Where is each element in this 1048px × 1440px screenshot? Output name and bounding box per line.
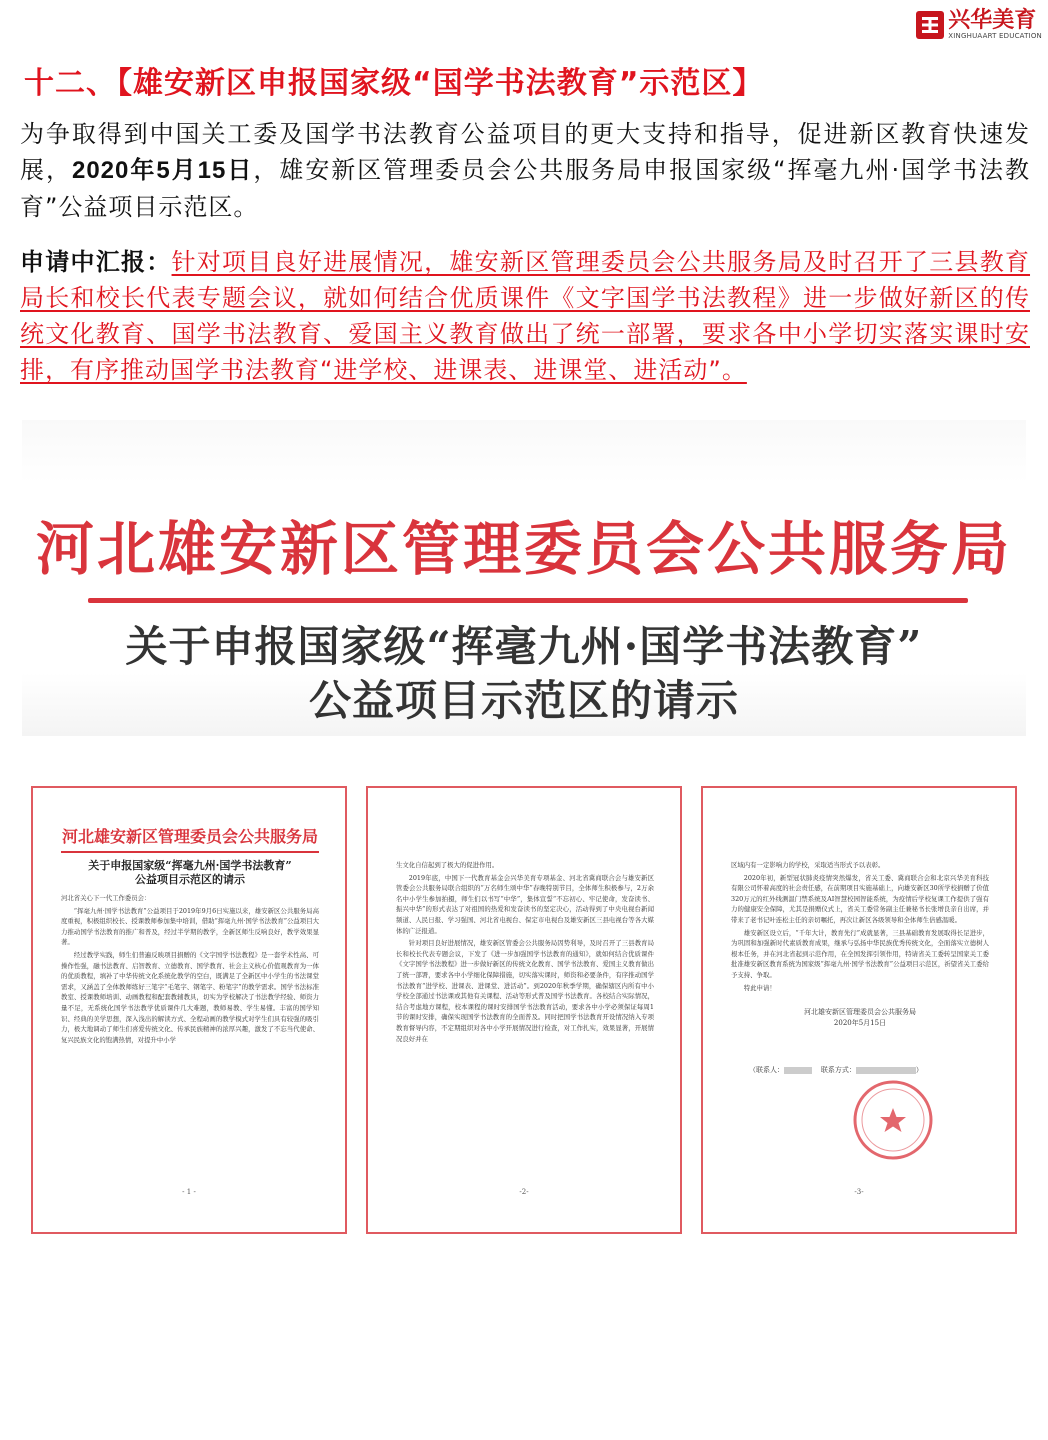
page3-para2: 雄安新区设立后，“千年大计，教育先行”成就显著，三县基础教育发展取得长足进步，为巩固和加强新时代素质教育成果，继承与弘扬中华民族优秀传统文化，全面落实立德树人根本任务，并在河北省起到示范作用，在全国发挥引领作用，特请省关工委转呈国家关工委批准雄安新区教育系统为国家级“挥毫九州·国学书法教育”公益项目示范区，祈望省关工委给予支持、争取。 [731, 928, 989, 979]
page3-signature-org: 河北雄安新区管理委员会公共服务局 [804, 1008, 916, 1017]
page3-para1: 2020年初，新型冠状肺炎疫情突然爆发，省关工委、冀商联合会和北京兴华美育科技有限公司怀着高度的社会责任感，在前期项目实施基础上，向雄安新区30所学校捐赠了价值320万元的红外线测温门禁系统及AI智慧校园智能系统，为疫情后学校复课工作提供了强有力的健康安全保障，尤其是捐赠仪式上，省关工委常务副主任兼秘书长张增良亲自出席，并带来了老书记叶连松主任的亲切嘱托，再次让新区各级领导和全体师生倍感温暖。 [731, 873, 989, 924]
page3-signature-date: 2020年5月15日 [833, 1019, 887, 1028]
page1-title-line1: 关于申报国家级“挥毫九州·国学书法教育” [88, 859, 292, 872]
page1-para1: “挥毫九州·国学书法教育”公益项目于2019年9月6日实施以来，雄安新区公共服务局高度重视，积极组织校长、授课教师参加集中培训，借助“挥毫九州·国学书法教育”公益项目大力推动国学书法教育的推广和普及，经过半学期的教学，全新区师生反响良好，教学效果显著。 [61, 906, 319, 947]
brand-mark-icon [916, 11, 944, 39]
document-header-image [22, 420, 1026, 736]
page2-para2: 针对项目良好进展情况，雄安新区管委会公共服务局因势利导，及时召开了三县教育局长和校长代表专题会议，下发了《进一步加强国学书法教育的通知》，就如何结合优质课件《文字国学书法教程》进一步做好新区的传统文化教育、国学书法教育、爱国主义教育做出了统一部署，要求各中小学细化保障措施，切实落实课时，师资和必要条件，有序推动国学书法教育“进学校、进课表、进课堂、进活动”。到2020年秋季学期，确保辖区内所有中小学校全部通过书法课或其他有关课程、活动等形式普及国学书法教育。各校结合实际情况，结合考虑地方课程，校本课程的课时安排国学书法教育活动，要求各中小学必须保证每周1节的课时安排，确保实现国学书法教育的全面普及。同时把国学书法教育开设情况纳入专项教育督导内容，不定期组织对各中小学开展情况进行检查，对工作扎实，效果显著，开展情况良好并在 [396, 939, 654, 1043]
intro-paragraph [20, 116, 1030, 225]
intro-text-2: ，雄安新区管理委员会公共服务局申报国家级“挥毫九州·国学书法教育”公益项目示范区。 [20, 156, 1031, 221]
page2-para1: 2019年底，中国下一代教育基金会兴华美育专项基金、河北省冀商联合会与雄安新区管委会公共服务局联合组织的“万名师生颂中华”春晚特别节目，全体师生积极参与，2万余名中小学生参加拍摄，师生们以书写“中华”，集体宣誓“不忘初心、牢记使命，发奋读书、振兴中华”的形式表达了对祖国的热爱和发奋读书的坚定决心，活动得到了中央电视台新闻频道、人民日报、学习强国、河北省电视台、保定市电视台及雄安新区三县电视台等各大媒体的广泛报道。 [396, 873, 654, 935]
report-label: 申请中汇报： [20, 248, 172, 276]
page3-contact [731, 1065, 989, 1075]
page1-rule [61, 851, 319, 853]
contact-person-label: （联系人： [749, 1066, 784, 1075]
brand-subtitle: XINGHUAART EDUCATION [948, 32, 1042, 40]
report-paragraph [20, 244, 1030, 388]
intro-date: 2020年5月15日 [71, 157, 254, 184]
document-title [22, 620, 1026, 728]
document-title-line1: 关于申报国家级“挥毫九州·国学书法教育” [125, 622, 923, 671]
page3-para0: 区域内有一定影响力的学校，采取适当形式予以表彰。 [731, 861, 885, 869]
page2-number: -2- [519, 1188, 529, 1196]
page1-number: - 1 - [182, 1188, 196, 1196]
contact-phone-label: 联系方式： [820, 1066, 856, 1075]
page3-number: -3- [854, 1188, 864, 1196]
redacted-contact-name [784, 1067, 812, 1074]
report-body: 针对项目良好进展情况，雄安新区管理委员会公共服务局及时召开了三县教育局长和校长代表专题会议，就如何结合优质课件《文字国学书法教程》进一步做好新区的传统文化教育、国学书法教育、爱国主义教育做出了统一部署，要求各中小学切实落实课时安排，有序推动国学书法教育“进学校、进课表、进课堂、进活动”。 [20, 248, 1031, 384]
page3-closing: 特此申请！ [743, 983, 776, 992]
document-page-2 [366, 786, 682, 1234]
redacted-contact-phone [856, 1067, 916, 1074]
page1-title [61, 859, 319, 887]
page1-title-line2: 公益项目示范区的请示 [135, 873, 245, 886]
page3-signature [731, 1007, 989, 1029]
document-org-name: 河北雄安新区管理委员会公共服务局 [35, 515, 1012, 583]
document-page-1 [31, 786, 347, 1234]
contact-close: ） [915, 1066, 923, 1075]
page1-org: 河北雄安新区管理委员会公共服务局 [61, 827, 318, 846]
brand-name: 兴华美育 [948, 8, 1037, 33]
page2-para0: 生文化自信起到了极大的促进作用。 [396, 861, 499, 869]
brand-logo [916, 10, 1042, 40]
page1-salutation: 河北省关心下一代工作委员会： [61, 894, 151, 902]
intro-text-1: 为争取得到中国关工委及国学书法教育公益项目的更大支持和指导，促进新区教育快速发展， [20, 120, 1030, 184]
document-title-line2: 公益项目示范区的请示 [308, 676, 739, 725]
section-title: 十二、【雄安新区申报国家级“国学书法教育”示范区】 [24, 66, 764, 101]
page1-para2: 经过教学实践，师生们普遍反映项目捐赠的《文字国学书法教程》是一套学术性高、可操作性强，融书法教育、启智教育、立德教育、国学教育、社会主义核心价值观教育为一体的优质教程，填补了中华传统文化系统化教学的空白，既满足了全新区中小学生的书法课堂需求，又涵盖了全体教师练好三笔字“毛笔字、钢笔字、粉笔字”的教学需求。国学书法标准教室、授课教师培训、动画教程和配套教辅教具，切实为学校解决了书法教学经验、师资力量不足，无系统化国学书法教学优质课件几大难题，教师易教、学生易懂。丰富的国学知识、经典的美学思想，深入浅出的解读方式、全程动画的教学模式对学生们具有较强的吸引力，极大地调动了师生们喜爱传统文化、传承民族精神的浓厚兴趣，激发了不忘当代使命、复兴民族文化的饱满热情，对提升中小学 [61, 950, 319, 1044]
official-seal-icon [851, 1078, 935, 1162]
document-red-rule [88, 598, 968, 603]
document-page-3 [701, 786, 1017, 1234]
